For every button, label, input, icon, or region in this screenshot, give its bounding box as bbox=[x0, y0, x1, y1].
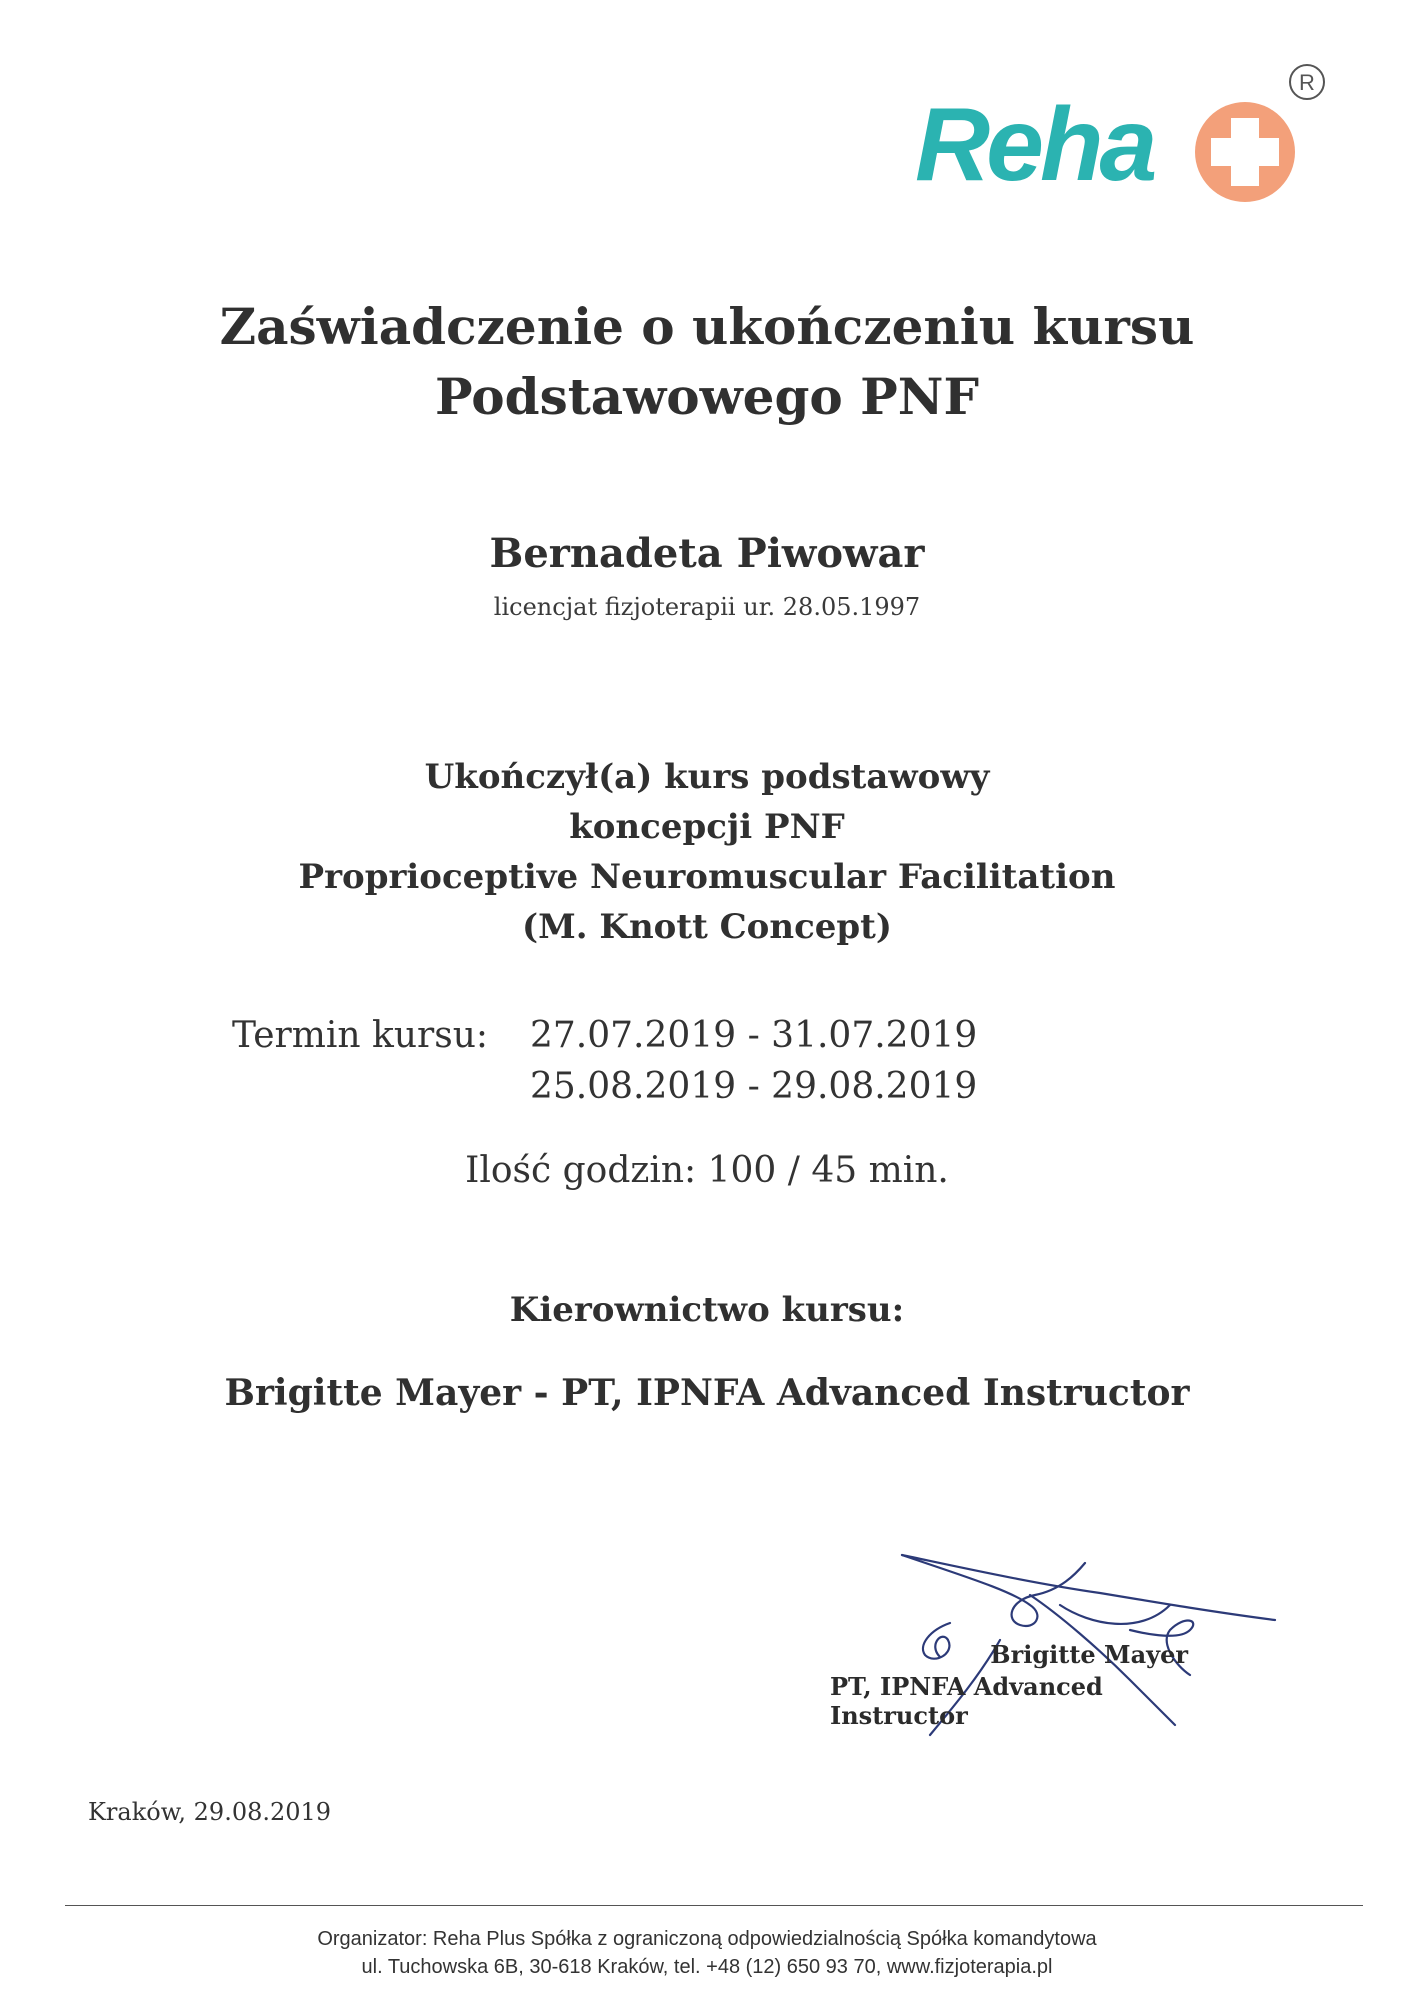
footer-line-2: ul. Tuchowska 6B, 30-618 Kraków, tel. +48 (12) 650 93 70, www.fizjoterapia.pl bbox=[361, 1956, 1053, 1978]
recipient-name: Bernadeta Piwowar bbox=[489, 530, 925, 577]
registered-mark: R bbox=[1299, 70, 1315, 95]
recipient-meta: licencjat fizjoterapii ur. 28.05.1997 bbox=[493, 593, 921, 621]
signatory-name bbox=[830, 1640, 1290, 1669]
reha-plus-logo bbox=[905, 60, 1325, 210]
title-line-2: Podstawowego PNF bbox=[435, 367, 979, 426]
signature-stroke-7 bbox=[1060, 1605, 1170, 1624]
place-and-date: Kraków, 29.08.2019 bbox=[88, 1798, 332, 1826]
course-hours bbox=[0, 1150, 1414, 1191]
course-line-3: Proprioceptive Neuromuscular Facilitation bbox=[298, 857, 1116, 897]
course-description bbox=[0, 752, 1414, 952]
term-date-2: 25.08.2019 - 29.08.2019 bbox=[530, 1066, 978, 1107]
organizer-footer bbox=[0, 1925, 1414, 1981]
course-line-2: koncepcji PNF bbox=[569, 807, 845, 847]
term-date-1: 27.07.2019 - 31.07.2019 bbox=[530, 1015, 978, 1056]
management-heading: Kierownictwo kursu: bbox=[509, 1290, 905, 1330]
signatory-name-text: Brigitte Mayer bbox=[990, 1640, 1188, 1669]
footer-line-1: Organizator: Reha Plus Spółka z ograniczoną odpowiedzialnością Spółka komandytowa bbox=[317, 1928, 1097, 1950]
signatory-title: PT, IPNFA Advanced Instructor bbox=[830, 1672, 1103, 1730]
course-hours-text: Ilość godzin: 100 / 45 min. bbox=[465, 1150, 949, 1191]
reha-plus-logo-graphic bbox=[905, 60, 1325, 210]
term-label: Termin kursu: bbox=[232, 1015, 489, 1056]
title-line-1: Zaświadczenie o ukończeniu kursu bbox=[219, 297, 1195, 356]
logo-wordmark: Reha bbox=[915, 87, 1154, 203]
course-line-4: (M. Knott Concept) bbox=[522, 907, 892, 947]
course-line-1: Ukończył(a) kurs podstawowy bbox=[424, 757, 990, 797]
management-name: Brigitte Mayer - PT, IPNFA Advanced Instructor bbox=[224, 1372, 1190, 1414]
footer-divider bbox=[65, 1905, 1363, 1906]
logo-plus-horizontal bbox=[1211, 138, 1279, 166]
certificate-title bbox=[0, 292, 1414, 432]
signature-stroke-2 bbox=[902, 1555, 1275, 1620]
